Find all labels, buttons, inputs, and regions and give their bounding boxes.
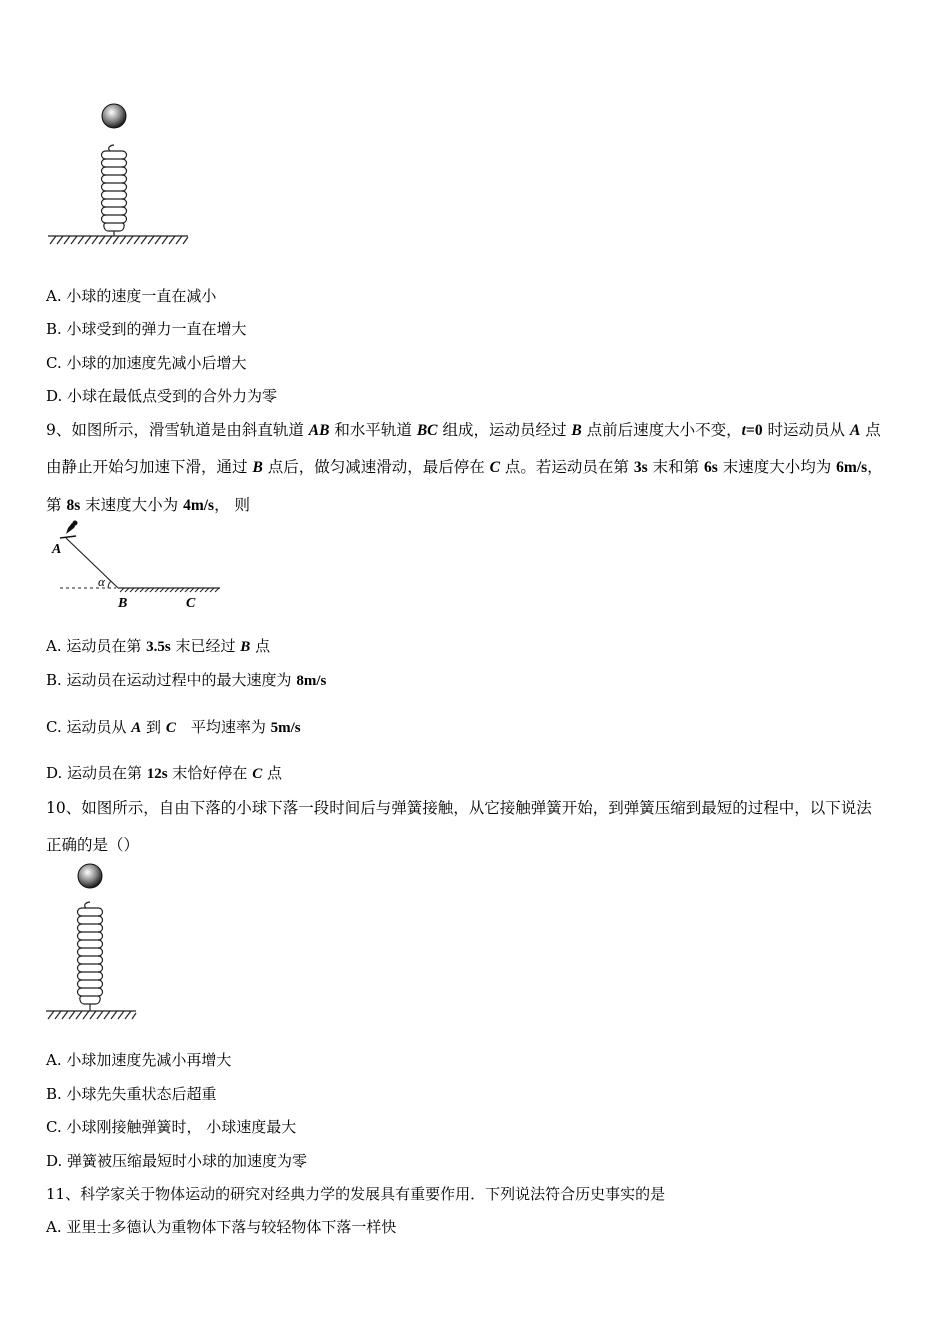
- q10-stem-line-1: 10、如图所示，自由下落的小球下落一段时间后与弹簧接触，从它接触弹簧开始，到弹簧压缩到最短的过程中，以下说法: [46, 799, 872, 817]
- q9-stem-line-2: 由静止开始匀加速下滑，通过 B 点后，做匀减速滑动，最后停在 C 点。若运动员在第 3s 末和第 6s 末速度大小均为 6m/s，: [46, 458, 883, 476]
- q9-option-d: D. 运动员在第 12s 末恰好停在 C 点: [46, 764, 282, 782]
- ball: [102, 104, 126, 128]
- spring: [102, 145, 127, 236]
- spring: [78, 902, 103, 1011]
- label-a: A: [52, 542, 62, 557]
- label-alpha: α: [98, 574, 105, 589]
- q8-option-a: A. 小球的速度一直在减小: [46, 287, 217, 305]
- q10-option-d: D. 弹簧被压缩最短时小球的加速度为零: [46, 1152, 308, 1170]
- skier-icon: [60, 521, 78, 539]
- spring-ball-figure-1: [40, 95, 200, 255]
- q11-option-a: A. 亚里士多德认为重物体下落与较轻物体下落一样快: [46, 1218, 397, 1236]
- q9-stem-line-1: 9、如图所示，滑雪轨道是由斜直轨道 AB 和水平轨道 BC 组成，运动员经过 B 点前后速度大小不变，t=0 时运动员从 A 点: [46, 421, 881, 439]
- label-b: B: [118, 596, 128, 611]
- ball: [78, 864, 102, 888]
- q10-option-c: C. 小球刚接触弹簧时， 小球速度最大: [46, 1118, 297, 1136]
- q9-stem-line-3: 第 8s 末速度大小为 4m/s， 则: [46, 496, 251, 514]
- slope-ab: [66, 538, 118, 588]
- q10-option-b: B. 小球先失重状态后超重: [46, 1085, 217, 1103]
- ground: [48, 236, 188, 244]
- q9-option-b: B. 运动员在运动过程中的最大速度为 8m/s: [46, 671, 327, 689]
- q11-stem: 11、科学家关于物体运动的研究对经典力学的发展具有重要作用．下列说法符合历史事实的是: [46, 1185, 666, 1203]
- q8-option-b: B. 小球受到的弹力一直在增大: [46, 320, 247, 338]
- q9-option-a: A. 运动员在第 3.5s 末已经过 B 点: [46, 637, 271, 655]
- q8-option-d: D. 小球在最低点受到的合外力为零: [46, 387, 278, 405]
- q8-option-c: C. 小球的加速度先减小后增大: [46, 354, 247, 372]
- ground: [46, 1011, 136, 1019]
- q10-stem-line-2: 正确的是（）: [46, 836, 140, 854]
- q9-option-c: C. 运动员从 A 到 C 平均速率为 5m/s: [46, 718, 301, 736]
- label-c: C: [186, 596, 196, 611]
- q10-option-a: A. 小球加速度先减小再增大: [46, 1051, 232, 1069]
- ski-slope-figure: [48, 520, 228, 615]
- angle-arc: [108, 581, 111, 588]
- spring-ball-figure-2: [40, 860, 150, 1025]
